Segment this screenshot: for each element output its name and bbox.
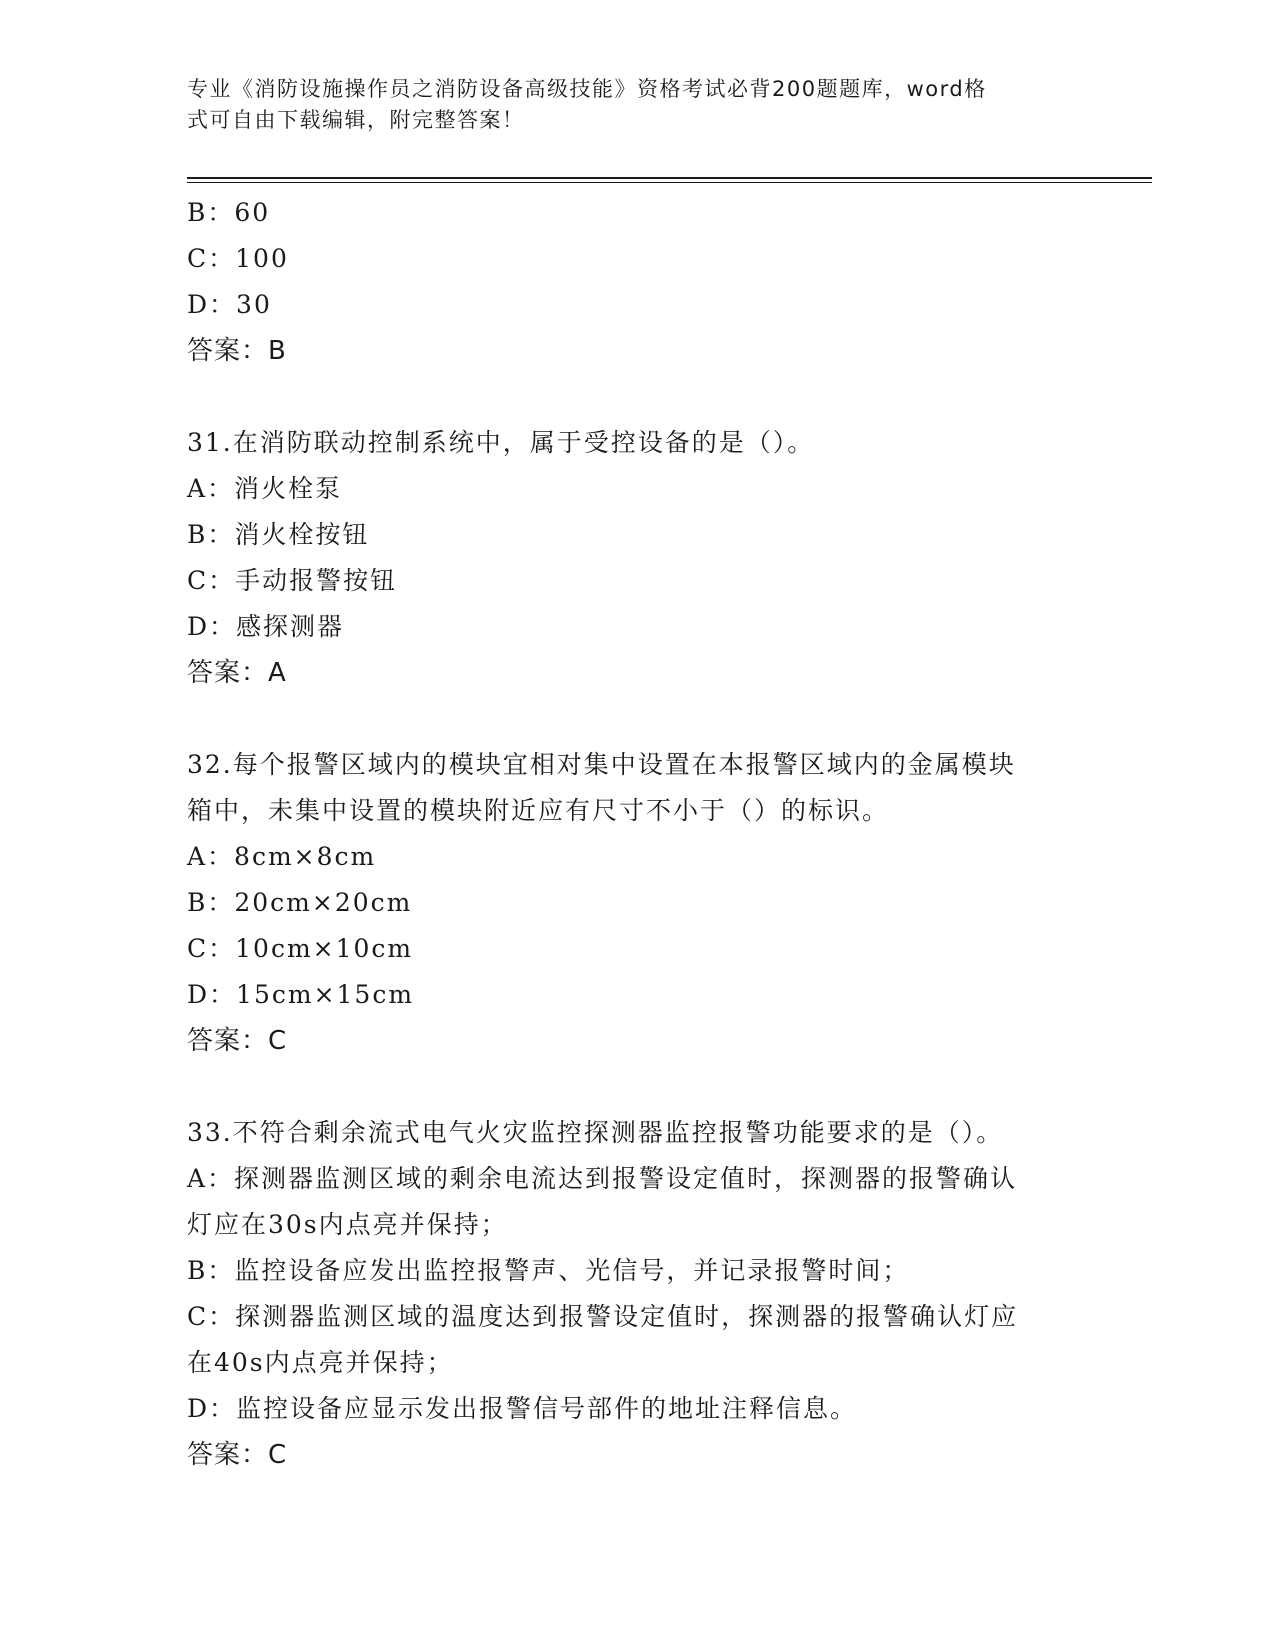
header-divider-thick: [187, 177, 1152, 179]
question-gap: [187, 374, 1067, 420]
question-30-continued: [187, 190, 1067, 374]
option-b: B：60: [187, 198, 271, 227]
question-32: [187, 742, 1067, 1064]
header-line-1: 专业《消防设施操作员之消防设备高级技能》资格考试必背200题题库，word格: [187, 77, 987, 101]
option-a: A：消火栓泵: [187, 474, 343, 503]
question-31: [187, 420, 1067, 696]
header-divider-thin: [187, 182, 1152, 183]
option-c: C：手动报警按钮: [187, 566, 398, 595]
option-b: B：消火栓按钮: [187, 520, 370, 549]
answer-label: 答案：A: [187, 658, 287, 688]
option-d: D：感探测器: [187, 612, 345, 641]
question-33: [187, 1110, 1067, 1478]
option-a-line-1: A：探测器监测区域的剩余电流达到报警设定值时，探测器的报警确认: [187, 1164, 1018, 1193]
option-d: D：15cm×15cm: [187, 980, 415, 1009]
option-b: B：监控设备应发出监控报警声、光信号，并记录报警时间；: [187, 1256, 910, 1285]
option-b: B：20cm×20cm: [187, 888, 413, 917]
question-stem: 31.在消防联动控制系统中，属于受控设备的是（）。: [187, 428, 815, 457]
option-c: C：100: [187, 244, 289, 273]
option-c: C：10cm×10cm: [187, 934, 414, 963]
question-stem-line-1: 32.每个报警区域内的模块宜相对集中设置在本报警区域内的金属模块: [187, 750, 1016, 779]
option-c-line-1: C：探测器监测区域的温度达到报警设定值时，探测器的报警确认灯应: [187, 1302, 1019, 1331]
question-stem-line-2: 箱中，未集中设置的模块附近应有尺寸不小于（）的标识。: [187, 796, 890, 825]
question-list: [187, 190, 1067, 1478]
option-a-line-2: 灯应在30s内点亮并保持；: [187, 1210, 508, 1239]
document-header: [187, 74, 1067, 136]
answer-label: 答案：C: [187, 1440, 288, 1470]
option-a: A：8cm×8cm: [187, 842, 377, 871]
option-d: D：30: [187, 290, 272, 319]
answer-label: 答案：C: [187, 1026, 288, 1056]
answer-label: 答案：B: [187, 336, 287, 366]
question-gap: [187, 696, 1067, 742]
header-line-2: 式可自由下载编辑，附完整答案！: [187, 108, 525, 132]
question-stem: 33.不符合剩余流式电气火灾监控探测器监控报警功能要求的是（）。: [187, 1118, 1004, 1147]
question-gap: [187, 1064, 1067, 1110]
option-c-line-2: 在40s内点亮并保持；: [187, 1348, 454, 1377]
option-d: D：监控设备应显示发出报警信号部件的地址注释信息。: [187, 1394, 858, 1423]
